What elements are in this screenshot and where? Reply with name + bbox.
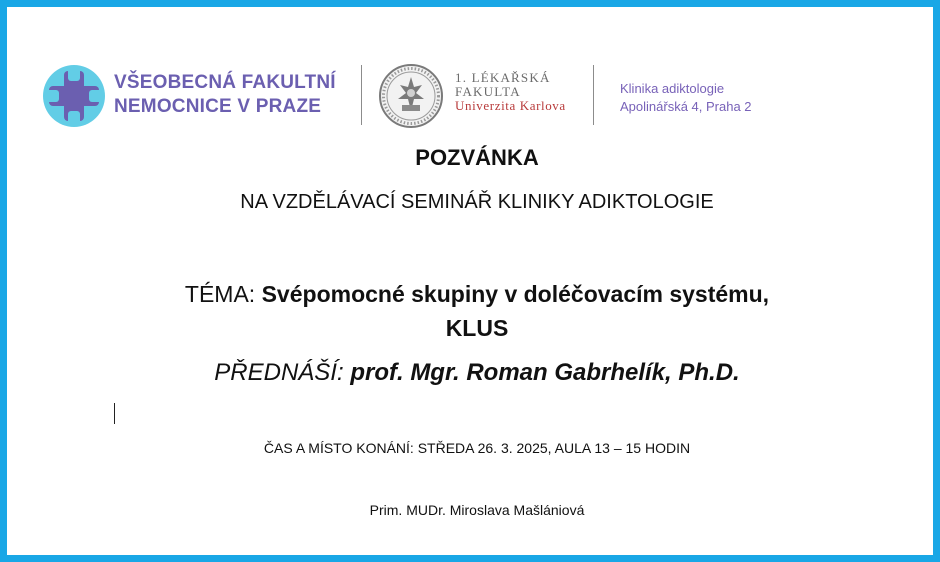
hospital-name-line2: NEMOCNICE V PRAZE [114,96,322,117]
hospital-cross-icon [41,63,107,129]
text-cursor[interactable] [114,403,115,424]
time-and-place: ČAS A MÍSTO KONÁNÍ: STŘEDA 26. 3. 2025, AULA 13 – 15 HODIN [263,440,691,456]
lecturer [7,359,940,387]
faculty-line2: FAKULTA [455,84,521,99]
seminar-topic [7,277,940,345]
clinic-info [620,80,752,116]
clinic-name: Klinika adiktologie [620,81,725,96]
topic-title-line2: KLUS [445,315,509,341]
header-divider [361,65,362,125]
letterhead [7,7,933,137]
faculty-line1: 1. LÉKAŘSKÁ [455,70,551,85]
university-seal-icon [378,63,444,129]
topic-label: TÉMA: [184,281,256,307]
hospital-name-line1: VŠEOBECNÁ FAKULTNÍ [114,72,336,93]
signature: Prim. MUDr. Miroslava Mašlániová [369,502,585,518]
lecturer-label: PŘEDNÁŠÍ: [214,359,344,386]
header-divider [593,65,594,125]
faculty-name [455,71,566,113]
clinic-address: Apolinářská 4, Praha 2 [620,99,752,114]
lecturer-name: prof. Mgr. Roman Gabrhelík, Ph.D. [350,359,740,386]
hospital-name [114,71,336,119]
faculty-university: Univerzita Karlova [455,98,566,113]
invitation-subtitle: NA VZDĚLÁVACÍ SEMINÁŘ KLINIKY ADIKTOLOGIE [240,191,714,213]
invitation-title: POZVÁNKA [415,145,539,170]
topic-title: Svépomocné skupiny v doléčovacím systému, [261,281,770,307]
